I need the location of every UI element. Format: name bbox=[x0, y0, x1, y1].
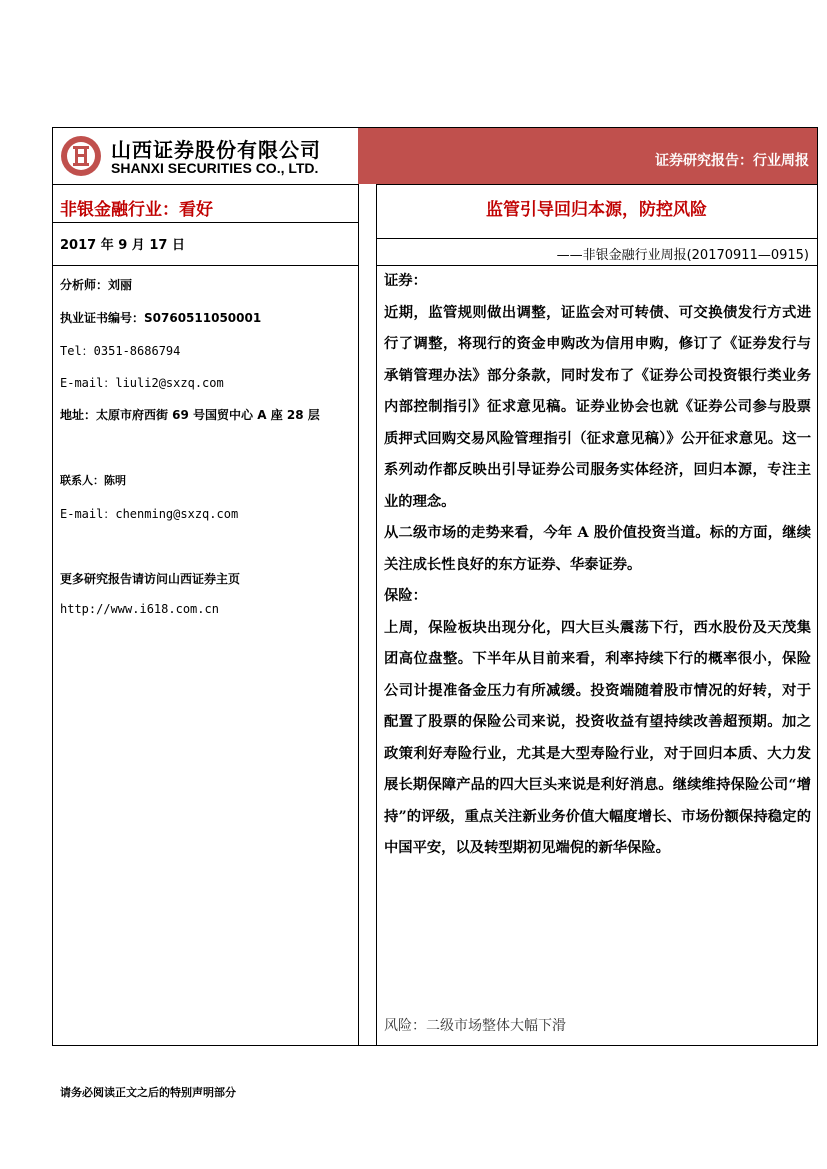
report-subtitle: ——非银金融行业周报(20170911—0915) bbox=[556, 248, 809, 263]
body-paragraph: 近期，监管规则做出调整，证监会对可转债、可交换债发行方式进行了调整，将现行的资金申购改为信用申购，修订了《证券发行与承销管理办法》部分条款，同时发布了《证券公司投资银行类业务内部控制指引》征求意见稿。证券业协会也就《证券公司参与股票质押式回购交易风险管理指引（征求意见稿）》公开征求意见。这一系列动作都反映出引导证券公司服务实体经济，回归本源，专注主业的理念。 bbox=[384, 304, 811, 510]
left-date-line bbox=[52, 265, 358, 266]
report-type-banner bbox=[376, 128, 817, 184]
disclaimer-note: 请务必阅读正文之后的特别声明部分 bbox=[60, 1086, 236, 1099]
more-reports-note: 更多研究报告请访问山西证券主页 bbox=[60, 572, 241, 586]
report-body bbox=[384, 266, 811, 865]
left-header-line bbox=[52, 184, 358, 185]
contact-email[interactable]: E-mail：chenming@sxzq.com bbox=[60, 507, 239, 521]
certificate-number: 执业证书编号：S0760511050001 bbox=[60, 311, 262, 325]
body-paragraph: 从二级市场的走势来看，今年 A 股价值投资当道。标的方面，继续关注成长性良好的东方证券、华泰证券。 bbox=[384, 525, 811, 573]
section-heading-securities: 证券： bbox=[384, 273, 427, 289]
company-name-cn: 山西证券股份有限公司 bbox=[111, 138, 321, 162]
right-title-line bbox=[376, 238, 818, 239]
analyst-email[interactable]: E-mail：liuli2@sxzq.com bbox=[60, 376, 224, 390]
section-heading-insurance: 保险： bbox=[384, 588, 427, 604]
report-title: 监管引导回归本源，防控风险 bbox=[486, 200, 707, 220]
left-title-line bbox=[52, 222, 358, 223]
homepage-link[interactable]: http://www.i618.com.cn bbox=[60, 602, 219, 616]
company-seal-icon bbox=[59, 134, 103, 178]
report-type: 证券研究报告：行业周报 bbox=[655, 153, 809, 169]
industry-rating: 非银金融行业：看好 bbox=[60, 200, 213, 220]
analyst-name: 分析师：刘丽 bbox=[60, 278, 133, 292]
right-header-line bbox=[376, 184, 818, 185]
header-gap-band bbox=[358, 128, 376, 184]
risk-warning: 风险：二级市场整体大幅下滑 bbox=[384, 1018, 566, 1034]
report-date: 2017 年 9 月 17 日 bbox=[60, 238, 185, 253]
column-divider-left bbox=[358, 127, 359, 1046]
company-name-en: SHANXI SECURITIES CO., LTD. bbox=[111, 160, 319, 176]
body-paragraph: 上周，保险板块出现分化，四大巨头震荡下行，西水股份及天茂集团高位盘整。下半年从目前来看，利率持续下行的概率很小，保险公司计提准备金压力有所减缓。投资端随着股市情况的好转，对于配置了股票的保险公司来说，投资收益有望持续改善超预期。加之政策利好寿险行业，尤其是大型寿险行业，对于回归本质、大力发展长期保障产品的四大巨头来说是利好消息。继续维持保险公司“增持”的评级，重点关注新业务价值大幅度增长、市场份额保持稳定的中国平安，以及转型期初见端倪的新华保险。 bbox=[384, 619, 811, 856]
company-logo bbox=[53, 128, 358, 184]
office-address: 地址：太原市府西街 69 号国贸中心 A 座 28 层 bbox=[60, 408, 320, 422]
telephone: Tel：0351-8686794 bbox=[60, 344, 181, 358]
contact-person: 联系人：陈明 bbox=[60, 474, 126, 487]
